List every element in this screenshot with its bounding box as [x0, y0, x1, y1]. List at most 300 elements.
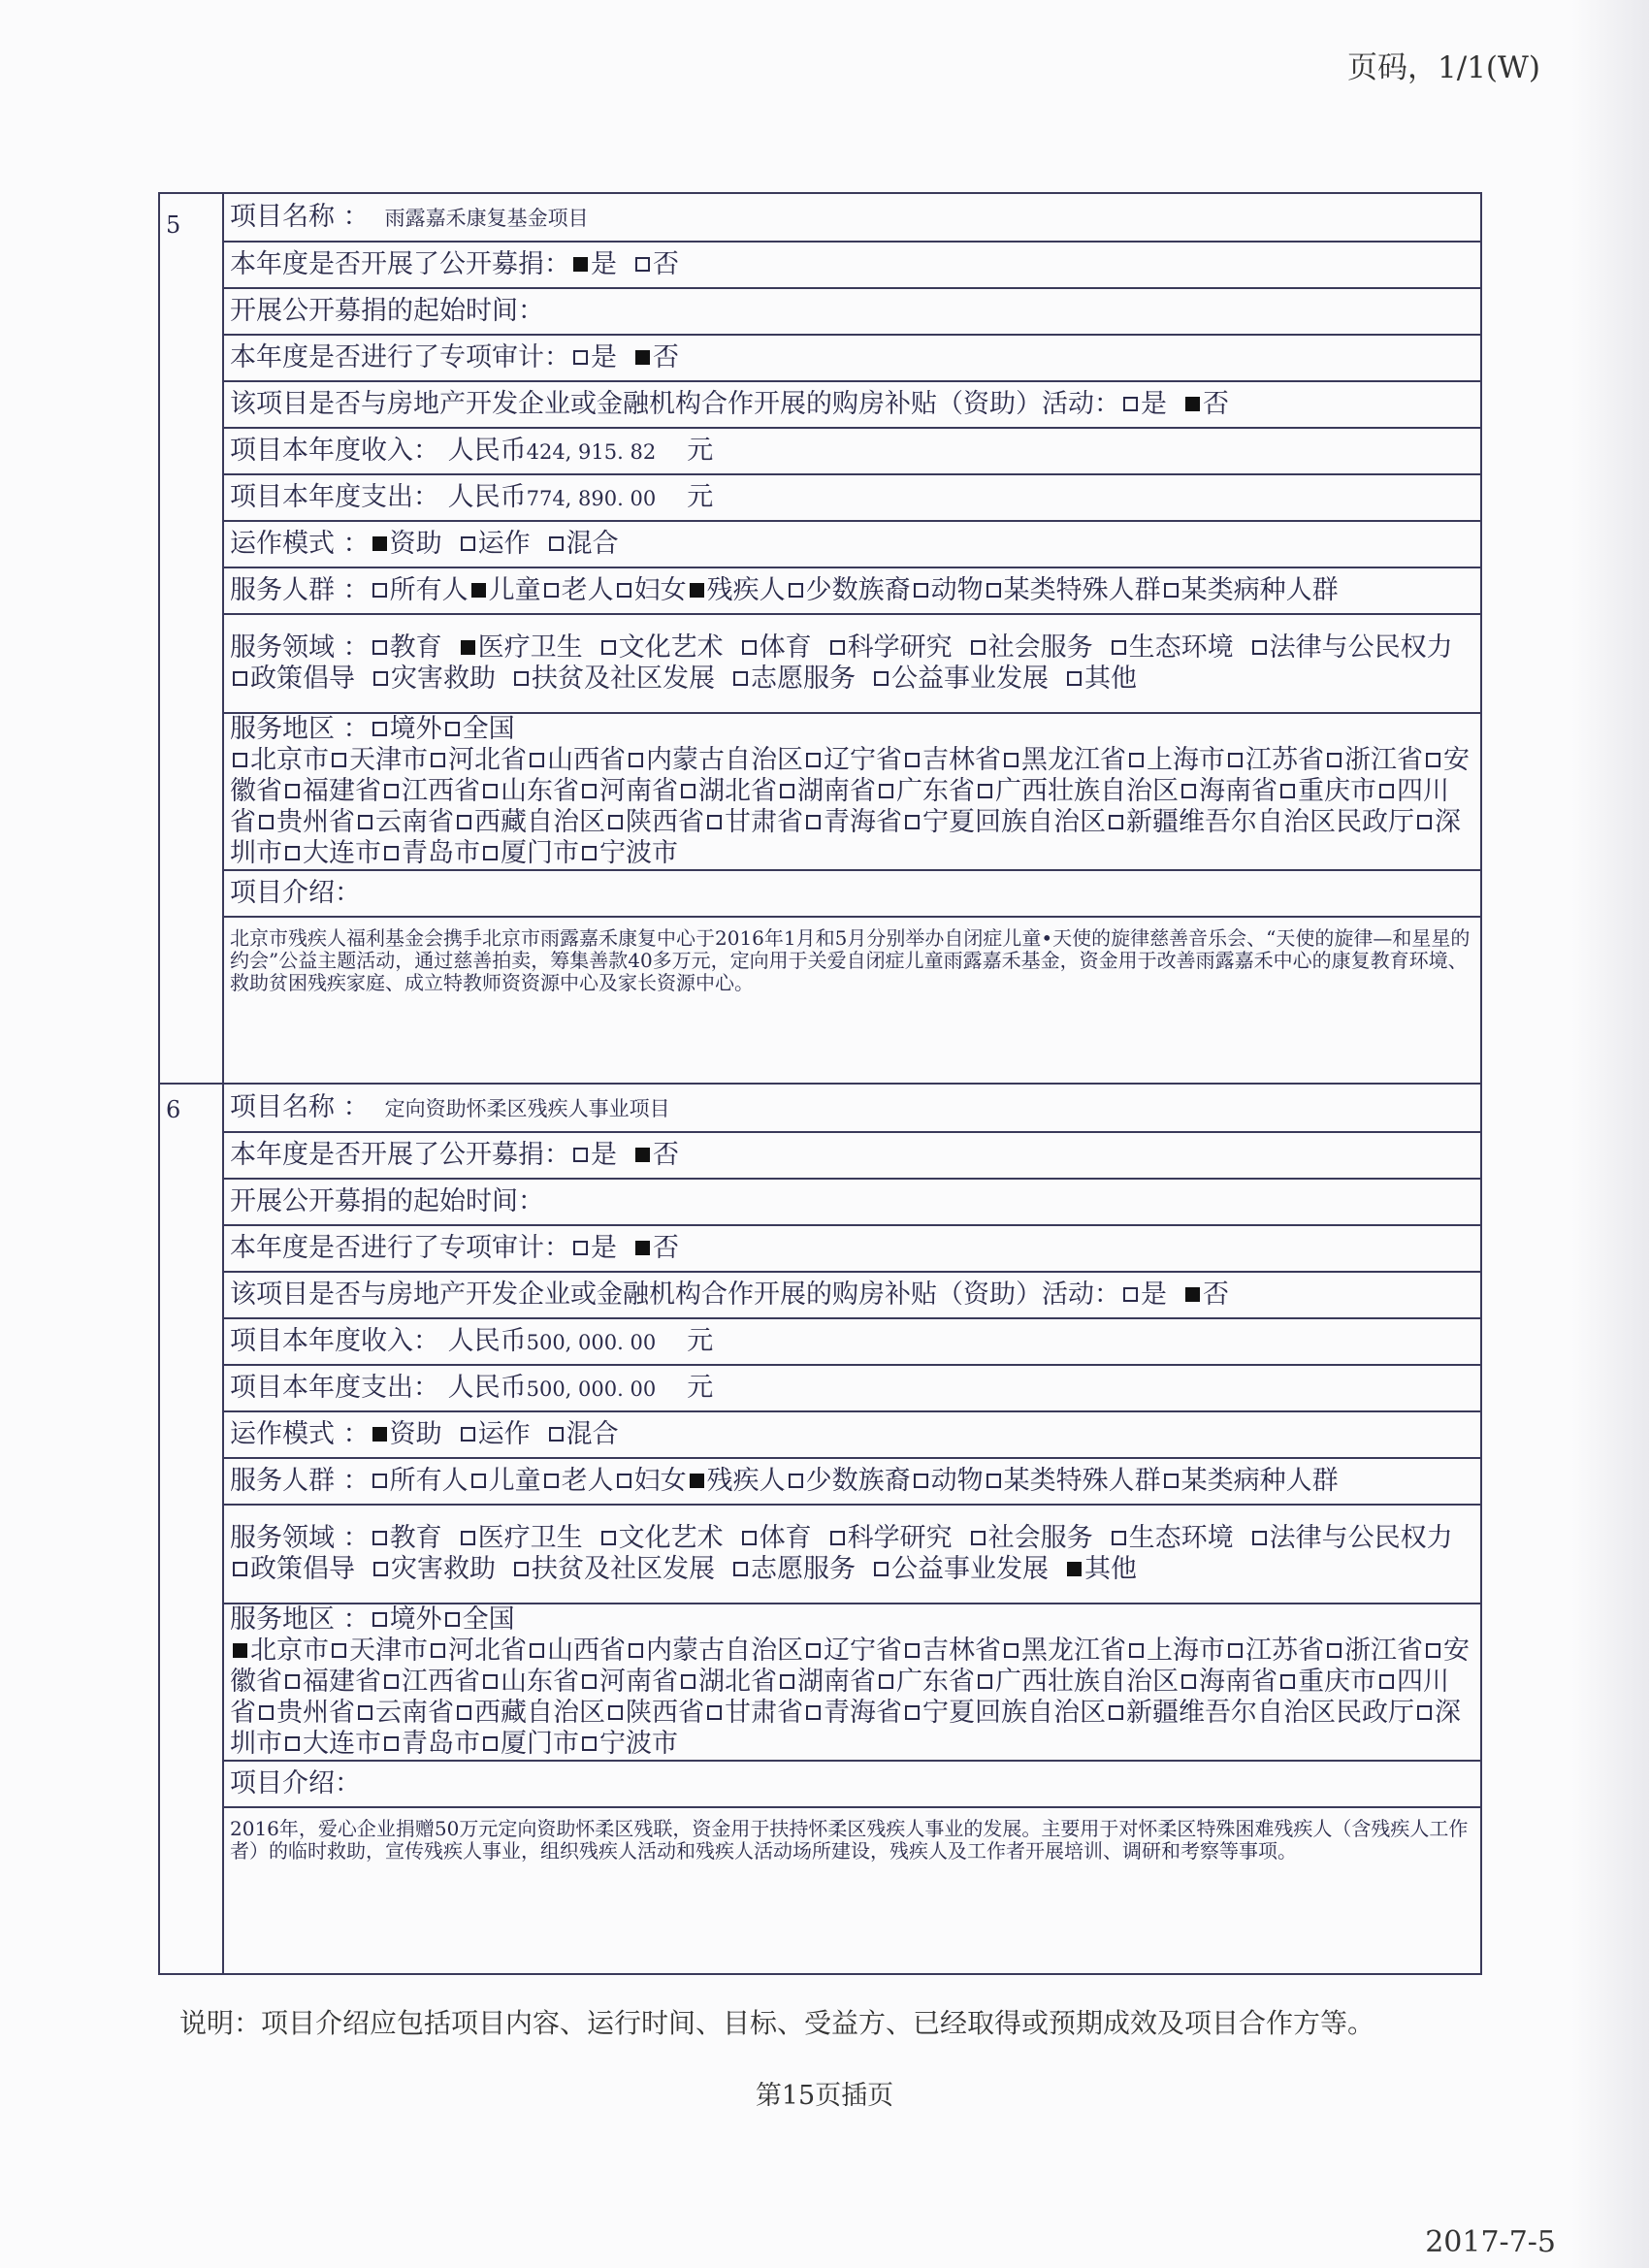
- project6-name-label: 项目名称 ：: [230, 1091, 370, 1122]
- project5-region-10-checkbox[interactable]: [1327, 753, 1342, 767]
- project5-name-label: 项目名称 ：: [230, 201, 370, 232]
- project6-region-label-21: 重庆市: [1298, 1667, 1376, 1697]
- project5-pop-5-checkbox[interactable]: [789, 583, 803, 598]
- project5-field-11-checkbox[interactable]: [733, 671, 748, 686]
- project6-pop-label-4: 残疾人: [706, 1466, 786, 1496]
- project5-region-30-checkbox[interactable]: [1109, 815, 1123, 829]
- project5-field-label-10: 扶贫及社区发展: [532, 664, 715, 694]
- project6-pop-label-6: 动物: [930, 1466, 984, 1496]
- project5-pop-7-checkbox[interactable]: [986, 583, 1001, 598]
- project5-region-label-16: 湖北省: [698, 776, 777, 806]
- project5-housing-yes-checkbox[interactable]: [1123, 397, 1138, 411]
- project5-region-label-33: 青岛市: [402, 838, 480, 868]
- project5-audit-yes-checkbox[interactable]: [573, 350, 588, 365]
- project5-region-17-checkbox[interactable]: [780, 784, 794, 798]
- project6-region-0-checkbox[interactable]: [233, 1643, 247, 1658]
- project6-field-8-checkbox[interactable]: [233, 1562, 247, 1576]
- project6-field-3-checkbox[interactable]: [742, 1531, 757, 1545]
- project6-region-top-label-1: 全国: [462, 1604, 515, 1635]
- project6-region-1-checkbox[interactable]: [332, 1643, 346, 1658]
- project6-region-14-checkbox[interactable]: [483, 1674, 498, 1689]
- intro-text-row: [223, 917, 1481, 1084]
- project5-region-32-checkbox[interactable]: [285, 846, 300, 860]
- project5-region-label-8: 上海市: [1147, 745, 1225, 775]
- page-number: 页码，1/1(W): [1347, 50, 1540, 85]
- project6-region-label-18: 广东省: [896, 1667, 975, 1697]
- project6-audit-label: 本年度是否进行了专项审计：: [230, 1233, 570, 1263]
- project6-pop-0-checkbox[interactable]: [372, 1474, 387, 1488]
- project5-field-12-checkbox[interactable]: [874, 671, 889, 686]
- project6-pf-yes-checkbox[interactable]: [573, 1148, 588, 1162]
- project5-housing-no-checkbox[interactable]: [1185, 397, 1200, 411]
- project5-op-0-checkbox[interactable]: [372, 536, 387, 551]
- project6-region-label-0: 北京市: [250, 1636, 329, 1666]
- project5-region-label-29: 宁夏回族自治区: [922, 807, 1106, 837]
- project6-op-label-1: 运作: [477, 1419, 531, 1449]
- project5-pf-no-checkbox[interactable]: [635, 257, 650, 272]
- project6-region-label-10: 浙江省: [1344, 1636, 1423, 1666]
- project5-region-3-checkbox[interactable]: [530, 753, 544, 767]
- project5-field-10-checkbox[interactable]: [514, 671, 529, 686]
- project5-pop-2-checkbox[interactable]: [544, 583, 559, 598]
- fundraising-start-row: [223, 1179, 1481, 1225]
- project5-region-2-checkbox[interactable]: [431, 753, 445, 767]
- project6-region-30-checkbox[interactable]: [1109, 1705, 1123, 1720]
- project5-region-20-checkbox[interactable]: [1181, 784, 1196, 798]
- housing-subsidy-row: [223, 1272, 1481, 1318]
- project6-region-label-26: 陕西省: [626, 1698, 704, 1728]
- project5-region-8-checkbox[interactable]: [1129, 753, 1144, 767]
- project6-income-label: 项目本年度收入：: [230, 1325, 439, 1356]
- project5-region-label-18: 广东省: [896, 776, 975, 806]
- project6-region-13-checkbox[interactable]: [384, 1674, 399, 1689]
- project6-field-11-checkbox[interactable]: [733, 1562, 748, 1576]
- service-region-row: [223, 713, 1481, 870]
- project6-pf-yes-label: 是: [591, 1140, 617, 1170]
- project5-field-1-checkbox[interactable]: [461, 640, 475, 655]
- project6-region-21-checkbox[interactable]: [1280, 1674, 1295, 1689]
- project6-pop-8-checkbox[interactable]: [1164, 1474, 1179, 1488]
- project5-pop-3-checkbox[interactable]: [617, 583, 631, 598]
- project5-region-31-checkbox[interactable]: [1417, 815, 1432, 829]
- project5-housing-yes-label: 是: [1141, 389, 1167, 419]
- project5-field-7-checkbox[interactable]: [1252, 640, 1267, 655]
- project6-region-4-checkbox[interactable]: [629, 1643, 643, 1658]
- project5-field-0-checkbox[interactable]: [372, 640, 387, 655]
- project6-region-2-checkbox[interactable]: [431, 1643, 445, 1658]
- project6-region-label-32: 大连市: [303, 1729, 381, 1759]
- project5-region-16-checkbox[interactable]: [681, 784, 695, 798]
- project5-op-label: 运作模式 ：: [230, 529, 370, 559]
- project6-region-label-2: 河北省: [448, 1636, 527, 1666]
- project6-field-label-6: 生态环境: [1128, 1523, 1234, 1553]
- project6-region-35-checkbox[interactable]: [582, 1736, 597, 1751]
- project6-region-26-checkbox[interactable]: [608, 1705, 623, 1720]
- project6-region-8-checkbox[interactable]: [1129, 1643, 1144, 1658]
- project6-region-label-20: 海南省: [1199, 1667, 1277, 1697]
- project6-pop-3-checkbox[interactable]: [617, 1474, 631, 1488]
- project5-start-label: 开展公开募捐的起始时间：: [230, 296, 544, 326]
- project5-region-label-3: 山西省: [547, 745, 626, 775]
- project5-region-top-label-1: 全国: [462, 714, 515, 744]
- project6-housing-yes-checkbox[interactable]: [1123, 1287, 1138, 1302]
- project6-region-32-checkbox[interactable]: [285, 1736, 300, 1751]
- project5-audit-no-label: 否: [653, 342, 679, 373]
- project6-pop-2-checkbox[interactable]: [544, 1474, 559, 1488]
- project5-region-12-checkbox[interactable]: [285, 784, 300, 798]
- project5-region-label-21: 重庆市: [1298, 776, 1376, 806]
- project6-audit-no-checkbox[interactable]: [635, 1241, 650, 1255]
- project5-region-label-31: 深圳市: [230, 807, 1461, 868]
- project6-region-label-7: 黑龙江省: [1021, 1636, 1126, 1666]
- project5-pop-8-checkbox[interactable]: [1164, 583, 1179, 598]
- project6-region-20-checkbox[interactable]: [1181, 1674, 1196, 1689]
- project6-pop-5-checkbox[interactable]: [789, 1474, 803, 1488]
- project5-region-13-checkbox[interactable]: [384, 784, 399, 798]
- project6-region-label-4: 内蒙古自治区: [646, 1636, 803, 1666]
- project-name-row: [223, 193, 1481, 242]
- project6-field-label-0: 教育: [389, 1523, 442, 1553]
- project5-region-34-checkbox[interactable]: [483, 846, 498, 860]
- project6-income-unit: 元: [687, 1325, 714, 1356]
- project5-pop-6-checkbox[interactable]: [914, 583, 928, 598]
- project6-pf-no-label: 否: [653, 1140, 679, 1170]
- project5-region-label-25: 西藏自治区: [474, 807, 605, 837]
- project6-start-label: 开展公开募捐的起始时间：: [230, 1186, 544, 1216]
- project6-field-1-checkbox[interactable]: [461, 1531, 475, 1545]
- income-row: [223, 428, 1481, 474]
- project6-field-2-checkbox[interactable]: [601, 1531, 616, 1545]
- project5-expense-value: 774, 890. 00: [526, 486, 657, 510]
- project6-intro-text: 2016年，爱心企业捐赠50万元定向资助怀柔区残联，资金用于扶持怀柔区残疾人事业的发展。主要用于对怀柔区特殊困难残疾人（含残疾人工作者）的临时救助，宣传残疾人事业，组织残疾人活动和残疾人活动场所建设，残疾人及工作者开展培训、调研和考察等事项。: [230, 1817, 1469, 1863]
- project6-pop-label-8: 某类病种人群: [1180, 1466, 1339, 1496]
- project5-field-8-checkbox[interactable]: [233, 671, 247, 686]
- project6-audit-yes-label: 是: [591, 1233, 617, 1263]
- project6-region-34-checkbox[interactable]: [483, 1736, 498, 1751]
- project6-op-1-checkbox[interactable]: [461, 1427, 475, 1442]
- project6-region-27-checkbox[interactable]: [707, 1705, 722, 1720]
- project5-region-18-checkbox[interactable]: [879, 784, 893, 798]
- project5-region-15-checkbox[interactable]: [582, 784, 597, 798]
- project6-region-label-33: 青岛市: [402, 1729, 480, 1759]
- project5-field-label-8: 政策倡导: [250, 664, 355, 694]
- project5-pop-label-8: 某类病种人群: [1180, 575, 1339, 605]
- project6-region-label-13: 江西省: [402, 1667, 480, 1697]
- project6-audit-yes-checkbox[interactable]: [573, 1241, 588, 1255]
- project-name-row: [223, 1084, 1481, 1132]
- project5-region-label-5: 辽宁省: [824, 745, 902, 775]
- project6-region-label: 服务地区 ：: [230, 1604, 370, 1635]
- project5-region-label-26: 陕西省: [626, 807, 704, 837]
- project5-region-top-0-checkbox[interactable]: [372, 722, 387, 736]
- public-fundraising-row: [223, 242, 1481, 288]
- project6-field-7-checkbox[interactable]: [1252, 1531, 1267, 1545]
- project6-pop-label-3: 妇女: [633, 1466, 687, 1496]
- project5-field-13-checkbox[interactable]: [1067, 671, 1082, 686]
- project6-field-12-checkbox[interactable]: [874, 1562, 889, 1576]
- project5-field-label-4: 科学研究: [847, 632, 953, 663]
- project6-field-label: 服务领域 ：: [230, 1523, 370, 1553]
- project-index: [159, 193, 223, 1084]
- project6-field-13-checkbox[interactable]: [1067, 1562, 1082, 1576]
- project5-pop-label-7: 某类特殊人群: [1003, 575, 1161, 605]
- project6-region-label-29: 宁夏回族自治区: [922, 1698, 1106, 1728]
- project5-region-label-32: 大连市: [303, 838, 381, 868]
- project5-op-2-checkbox[interactable]: [549, 536, 564, 551]
- project6-region-label-5: 辽宁省: [824, 1636, 902, 1666]
- project6-pop-6-checkbox[interactable]: [914, 1474, 928, 1488]
- project5-region-19-checkbox[interactable]: [978, 784, 992, 798]
- project6-op-2-checkbox[interactable]: [549, 1427, 564, 1442]
- project6-region-31-checkbox[interactable]: [1417, 1705, 1432, 1720]
- footnote: 说明：项目介绍应包括项目内容、运行时间、目标、受益方、已经取得或预期成效及项目合作方等。: [179, 2007, 1375, 2039]
- project5-region-35-checkbox[interactable]: [582, 846, 597, 860]
- project6-field-label-13: 其他: [1084, 1554, 1137, 1584]
- project6-region-label-35: 宁波市: [599, 1729, 678, 1759]
- project6-region-top-1-checkbox[interactable]: [445, 1612, 460, 1627]
- project6-region-19-checkbox[interactable]: [978, 1674, 992, 1689]
- project6-housing-no-label: 否: [1203, 1280, 1229, 1310]
- project6-region-label-3: 山西省: [547, 1636, 626, 1666]
- project6-region-23-checkbox[interactable]: [259, 1705, 274, 1720]
- project6-region-top-0-checkbox[interactable]: [372, 1612, 387, 1627]
- project6-op-label: 运作模式 ：: [230, 1419, 370, 1449]
- project5-op-label-1: 运作: [477, 529, 531, 559]
- project6-field-10-checkbox[interactable]: [514, 1562, 529, 1576]
- expense-row: [223, 1365, 1481, 1411]
- expense-row: [223, 474, 1481, 521]
- project5-region-label-17: 湖南省: [797, 776, 876, 806]
- project6-region-25-checkbox[interactable]: [457, 1705, 471, 1720]
- project6-region-label-16: 湖北省: [698, 1667, 777, 1697]
- project5-region-26-checkbox[interactable]: [608, 815, 623, 829]
- project6-region-11-checkbox[interactable]: [1426, 1643, 1440, 1658]
- project5-pop-0-checkbox[interactable]: [372, 583, 387, 598]
- project6-region-label-14: 山东省: [501, 1667, 579, 1697]
- project6-region-9-checkbox[interactable]: [1228, 1643, 1243, 1658]
- project6-income-currency: 人民币: [447, 1325, 527, 1356]
- project6-intro-label: 项目介绍：: [230, 1768, 361, 1798]
- project6-region-label-11: 安徽省: [230, 1636, 1470, 1697]
- project5-region-9-checkbox[interactable]: [1228, 753, 1243, 767]
- project6-field-label-7: 法律与公民权力: [1269, 1523, 1453, 1553]
- project5-region-label-14: 山东省: [501, 776, 579, 806]
- project6-region-10-checkbox[interactable]: [1327, 1643, 1342, 1658]
- project5-region-label-20: 海南省: [1199, 776, 1277, 806]
- project5-region-33-checkbox[interactable]: [384, 846, 399, 860]
- project6-pop-label: 服务人群 ：: [230, 1466, 370, 1496]
- project6-pf-label: 本年度是否开展了公开募捐：: [230, 1140, 570, 1170]
- project6-region-6-checkbox[interactable]: [905, 1643, 920, 1658]
- project6-housing-no-checkbox[interactable]: [1185, 1287, 1200, 1302]
- project5-pop-4-checkbox[interactable]: [690, 583, 704, 598]
- project5-pf-yes-checkbox[interactable]: [573, 257, 588, 272]
- project6-pf-no-checkbox[interactable]: [635, 1148, 650, 1162]
- project6-op-label-0: 资助: [389, 1419, 442, 1449]
- project6-pop-label-5: 少数族裔: [805, 1466, 911, 1496]
- intro-label-row: [223, 870, 1481, 917]
- project5-op-1-checkbox[interactable]: [461, 536, 475, 551]
- project6-region-top-label-0: 境外: [389, 1604, 442, 1635]
- project5-region-27-checkbox[interactable]: [707, 815, 722, 829]
- project5-field-5-checkbox[interactable]: [971, 640, 986, 655]
- public-fundraising-row: [223, 1132, 1481, 1179]
- project6-region-label-25: 西藏自治区: [474, 1698, 605, 1728]
- project-form-table: [158, 192, 1482, 1975]
- project5-region-label: 服务地区 ：: [230, 714, 370, 744]
- project6-pop-label-2: 老人: [561, 1466, 614, 1496]
- project5-region-label-35: 宁波市: [599, 838, 678, 868]
- project6-region-22-checkbox[interactable]: [1379, 1674, 1394, 1689]
- project5-index-number: 5: [166, 211, 181, 239]
- project5-field-label-6: 生态环境: [1128, 632, 1234, 663]
- project6-field-9-checkbox[interactable]: [373, 1562, 388, 1576]
- project5-pop-label: 服务人群 ：: [230, 575, 370, 605]
- project6-op-0-checkbox[interactable]: [372, 1427, 387, 1442]
- project6-region-label-27: 甘肃省: [725, 1698, 803, 1728]
- project5-expense-label: 项目本年度支出：: [230, 481, 439, 512]
- project5-region-label-2: 河北省: [448, 745, 527, 775]
- project5-intro-label: 项目介绍：: [230, 878, 361, 908]
- project6-region-28-checkbox[interactable]: [806, 1705, 821, 1720]
- project5-region-14-checkbox[interactable]: [483, 784, 498, 798]
- project5-op-label-2: 混合: [566, 529, 619, 559]
- project5-income-currency: 人民币: [447, 435, 527, 466]
- project6-field-0-checkbox[interactable]: [372, 1531, 387, 1545]
- project5-region-24-checkbox[interactable]: [358, 815, 372, 829]
- project6-region-7-checkbox[interactable]: [1004, 1643, 1018, 1658]
- project6-field-label-3: 体育: [759, 1523, 812, 1553]
- project5-region-5-checkbox[interactable]: [806, 753, 821, 767]
- project5-region-4-checkbox[interactable]: [629, 753, 643, 767]
- special-audit-row: [223, 335, 1481, 381]
- project6-region-label-15: 河南省: [599, 1667, 678, 1697]
- project6-audit-no-label: 否: [653, 1233, 679, 1263]
- project5-region-label-15: 河南省: [599, 776, 678, 806]
- service-field-row: [223, 614, 1481, 713]
- project5-region-label-28: 青海省: [824, 807, 902, 837]
- project6-region-33-checkbox[interactable]: [384, 1736, 399, 1751]
- project5-audit-no-checkbox[interactable]: [635, 350, 650, 365]
- service-population-row: [223, 1458, 1481, 1505]
- project6-expense-value: 500, 000. 00: [526, 1377, 657, 1401]
- project6-region-18-checkbox[interactable]: [879, 1674, 893, 1689]
- project6-field-label-4: 科学研究: [847, 1523, 953, 1553]
- project6-pop-1-checkbox[interactable]: [471, 1474, 486, 1488]
- service-region-row: [223, 1604, 1481, 1761]
- project5-field-3-checkbox[interactable]: [742, 640, 757, 655]
- project5-field-label: 服务领域 ：: [230, 632, 370, 663]
- service-field-row: [223, 1505, 1481, 1604]
- project5-pop-label-0: 所有人: [389, 575, 469, 605]
- project6-income-value: 500, 000. 00: [526, 1330, 657, 1354]
- project5-name-value: 雨露嘉禾康复基金项目: [384, 206, 589, 230]
- project5-field-label-11: 志愿服务: [751, 664, 856, 694]
- project6-field-label-8: 政策倡导: [250, 1554, 355, 1584]
- project6-field-4-checkbox[interactable]: [830, 1531, 845, 1545]
- project5-region-label-13: 江西省: [402, 776, 480, 806]
- special-audit-row: [223, 1225, 1481, 1272]
- project6-region-label-23: 贵州省: [276, 1698, 355, 1728]
- project5-field-2-checkbox[interactable]: [601, 640, 616, 655]
- project5-field-label-5: 社会服务: [987, 632, 1093, 663]
- project5-field-label-3: 体育: [759, 632, 812, 663]
- project6-region-5-checkbox[interactable]: [806, 1643, 821, 1658]
- project6-region-15-checkbox[interactable]: [582, 1674, 597, 1689]
- service-population-row: [223, 567, 1481, 614]
- project5-pop-1-checkbox[interactable]: [471, 583, 486, 598]
- project5-region-top-1-checkbox[interactable]: [445, 722, 460, 736]
- project6-region-label-31: 深圳市: [230, 1698, 1461, 1759]
- project6-op-label-2: 混合: [566, 1419, 619, 1449]
- project5-region-28-checkbox[interactable]: [806, 815, 821, 829]
- project5-pop-label-4: 残疾人: [706, 575, 786, 605]
- project5-pop-label-5: 少数族裔: [805, 575, 911, 605]
- project6-field-label-5: 社会服务: [987, 1523, 1093, 1553]
- project6-region-label-30: 新疆维吾尔自治区民政厅: [1126, 1698, 1414, 1728]
- project5-region-25-checkbox[interactable]: [457, 815, 471, 829]
- project5-pf-label: 本年度是否开展了公开募捐：: [230, 249, 570, 279]
- project5-region-23-checkbox[interactable]: [259, 815, 274, 829]
- project5-audit-yes-label: 是: [591, 342, 617, 373]
- project6-field-label-1: 医疗卫生: [477, 1523, 583, 1553]
- project6-expense-unit: 元: [687, 1372, 714, 1403]
- project6-region-12-checkbox[interactable]: [285, 1674, 300, 1689]
- project5-region-1-checkbox[interactable]: [332, 753, 346, 767]
- project6-housing-label: 该项目是否与房地产开发企业或金融机构合作开展的购房补贴（资助）活动：: [230, 1280, 1120, 1310]
- project6-pop-4-checkbox[interactable]: [690, 1474, 704, 1488]
- project6-pop-7-checkbox[interactable]: [986, 1474, 1001, 1488]
- project5-region-21-checkbox[interactable]: [1280, 784, 1295, 798]
- project5-region-label-11: 安徽省: [230, 745, 1470, 806]
- project6-region-label-28: 青海省: [824, 1698, 902, 1728]
- project5-region-29-checkbox[interactable]: [905, 815, 920, 829]
- project6-region-3-checkbox[interactable]: [530, 1643, 544, 1658]
- project6-region-label-9: 江苏省: [1245, 1636, 1324, 1666]
- operation-mode-row: [223, 1411, 1481, 1458]
- housing-subsidy-row: [223, 381, 1481, 428]
- project5-region-7-checkbox[interactable]: [1004, 753, 1018, 767]
- project6-pop-label-0: 所有人: [389, 1466, 469, 1496]
- project5-field-4-checkbox[interactable]: [830, 640, 845, 655]
- project6-field-5-checkbox[interactable]: [971, 1531, 986, 1545]
- project6-region-label-24: 云南省: [375, 1698, 454, 1728]
- project5-region-0-checkbox[interactable]: [233, 753, 247, 767]
- project5-pop-label-6: 动物: [930, 575, 984, 605]
- project6-region-16-checkbox[interactable]: [681, 1674, 695, 1689]
- project6-region-label-34: 厦门市: [501, 1729, 579, 1759]
- project6-region-17-checkbox[interactable]: [780, 1674, 794, 1689]
- project5-field-9-checkbox[interactable]: [373, 671, 388, 686]
- project6-region-24-checkbox[interactable]: [358, 1705, 372, 1720]
- project5-region-label-12: 福建省: [303, 776, 381, 806]
- project5-pf-no-label: 否: [653, 249, 679, 279]
- project6-field-label-11: 志愿服务: [751, 1554, 856, 1584]
- project6-housing-yes-label: 是: [1141, 1280, 1167, 1310]
- project5-region-22-checkbox[interactable]: [1379, 784, 1394, 798]
- intro-label-row: [223, 1761, 1481, 1807]
- project5-region-label-6: 吉林省: [922, 745, 1001, 775]
- project5-region-11-checkbox[interactable]: [1426, 753, 1440, 767]
- project6-field-6-checkbox[interactable]: [1112, 1531, 1126, 1545]
- project5-region-6-checkbox[interactable]: [905, 753, 920, 767]
- project6-pop-label-7: 某类特殊人群: [1003, 1466, 1161, 1496]
- project5-region-label-19: 广西壮族自治区: [995, 776, 1179, 806]
- project5-field-6-checkbox[interactable]: [1112, 640, 1126, 655]
- project6-region-label-17: 湖南省: [797, 1667, 876, 1697]
- project5-pop-label-2: 老人: [561, 575, 614, 605]
- project6-region-29-checkbox[interactable]: [905, 1705, 920, 1720]
